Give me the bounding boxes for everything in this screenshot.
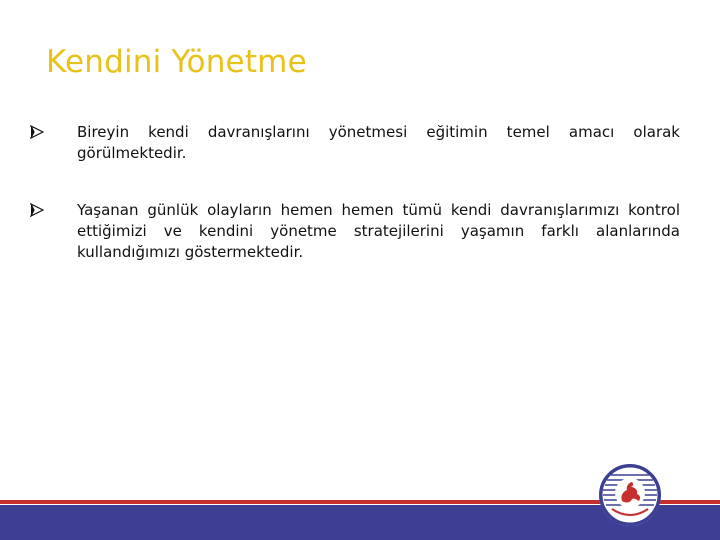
bullet-item — [30, 122, 680, 164]
university-seal-logo — [598, 463, 662, 527]
arrowhead-bullet-icon — [30, 203, 44, 217]
bullet-list — [30, 122, 680, 299]
bullet-item — [30, 200, 680, 263]
bullet-text: Bireyin kendi davranışlarını yönetmesi eğitimin temel amacı olarak görülmektedir. — [77, 123, 680, 162]
arrowhead-bullet-icon — [30, 125, 44, 139]
bullet-text: Yaşanan günlük olayların hemen hemen tümü kendi davranışlarımızı kontrol ettiğimizi ve kendini yönetme stratejilerini yaşamın farklı alanlarında kullandığımızı göstermektedir. — [77, 201, 680, 261]
slide-title: Kendini Yönetme — [46, 44, 307, 80]
